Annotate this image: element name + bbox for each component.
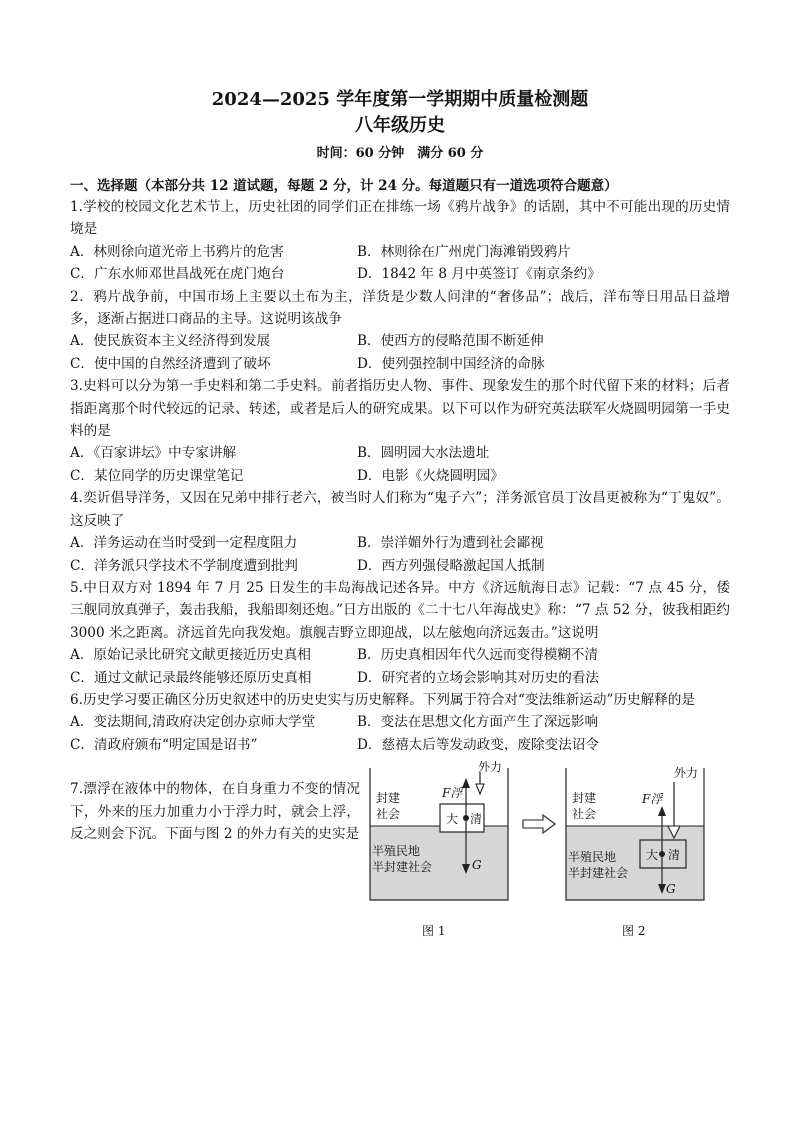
- option-grid: [70, 532, 730, 577]
- buoyancy-arrowhead: [462, 778, 470, 788]
- question-4: [70, 487, 730, 577]
- question-stem: 6.历史学习要正确区分历史叙述中的历史史实与历史解释。下列属于符合对“变法维新运动”历史解释的是: [70, 691, 695, 708]
- option-d: D．电影《火烧圆明园》: [357, 467, 504, 484]
- option-grid: [70, 442, 730, 487]
- option-c: C．清政府颁布“明定国是诏书”: [70, 736, 258, 753]
- center-dot: [463, 815, 469, 821]
- buoyancy-arrowhead: [658, 806, 666, 816]
- exam-time: 时间：60 分钟 满分 60 分: [316, 146, 484, 161]
- external-force-arrowhead: [476, 784, 484, 794]
- option-d: D．西方列强侵略激起国人抵制: [357, 557, 545, 574]
- question-stem: 7.漂浮在液体中的物体，在自身重力不变的情况下，外来的压力加重力小于浮力时，就会上浮，反之则会下沉。下面与图 2 的外力有关的史实是: [70, 781, 360, 842]
- label-semi-colonial: 半殖民地: [568, 850, 617, 865]
- transition-arrow-shape: [523, 815, 555, 833]
- question-1: [70, 196, 730, 286]
- center-dot: [659, 851, 665, 857]
- option-b: B．历史真相因年代久远而变得模糊不清: [357, 647, 599, 664]
- label-external-force: 外力: [478, 760, 503, 775]
- option-a: A．洋务运动在当时受到一定程度阻力: [70, 535, 298, 552]
- transition-arrow: [522, 814, 556, 834]
- exam-title: 2024—2025 学年度第一学期期中质量检测题: [211, 89, 589, 110]
- question-stem: 1.学校的校园文化艺术节上，历史社团的同学们正在排练一场《鸦片战争》的话剧，其中不可能出现的历史情境是: [70, 199, 730, 238]
- exam-subtitle: 八年级历史: [355, 115, 445, 136]
- option-c: C．广东水师邓世昌战死在虎门炮台: [70, 266, 285, 283]
- label-semi-feudal: 半封建社会: [372, 860, 433, 875]
- option-grid: [70, 644, 730, 689]
- option-a: A．变法期间,清政府决定创办京师大学堂: [70, 714, 316, 731]
- question-3: [70, 375, 730, 487]
- option-grid: [70, 330, 730, 375]
- label-buoyancy: F浮: [442, 786, 463, 801]
- figure-2: [562, 764, 712, 939]
- box-label-da: 大: [446, 812, 459, 827]
- label-semi-feudal: 半封建社会: [568, 866, 629, 881]
- option-d: D．研究者的立场会影响其对历史的看法: [357, 669, 599, 686]
- figure-1-diagram: [366, 764, 516, 904]
- option-c: C．洋务派只学技术不学制度遭到批判: [70, 557, 298, 574]
- option-d: D．使列强控制中国经济的命脉: [357, 355, 545, 372]
- option-b: B．林则徐在广州虎门海滩销毁鸦片: [357, 243, 571, 260]
- option-b: B．使西方的侵略范围不断延伸: [357, 333, 544, 350]
- label-external-force: 外力: [674, 766, 699, 781]
- option-a: A．《百家讲坛》中专家讲解: [70, 445, 237, 462]
- label-feudal: 封建社会: [376, 791, 401, 822]
- label-buoyancy: F浮: [642, 792, 663, 807]
- exam-page: [70, 88, 730, 944]
- section-heading: 一、选择题（本部分共 12 道试题，每题 2 分，计 24 分。每道题只有一道选项符合题意）: [70, 178, 618, 194]
- label-semi-colonial: 半殖民地: [372, 844, 421, 859]
- option-b: B．变法在思想文化方面产生了深远影响: [357, 714, 599, 731]
- question-stem: 3.史料可以分为第一手史料和第二手史料。前者指历史人物、事件、现象发生的那个时代留下来的材料；后者指距离那个时代较远的记录、转述，或者是后人的研究成果。以下可以作为研究英法联军火烧圆明园第一手史料的是: [70, 378, 730, 440]
- question-stem: 2．鸦片战争前，中国市场上主要以土布为主，洋货是少数人问津的“奢侈品”；战后，洋布等日用品日益增多，逐渐占据进口商品的主导。这说明该战争: [70, 288, 730, 328]
- label-gravity: G: [666, 882, 676, 897]
- option-grid: [70, 241, 730, 286]
- label-feudal: 封建社会: [572, 791, 597, 822]
- option-d: D．1842 年 8 月中英签订《南京条约》: [357, 266, 601, 283]
- option-c: C．使中国的自然经济遭到了破坏: [70, 355, 271, 372]
- label-gravity: G: [472, 858, 482, 873]
- question-7: [70, 760, 730, 944]
- option-d: D．慈禧太后等发动政变，废除变法诏令: [357, 736, 599, 753]
- option-b: B．崇洋媚外行为遭到社会鄙视: [357, 535, 544, 552]
- option-b: B．圆明园大水法遗址: [357, 445, 490, 462]
- box-label-qing: 清: [470, 812, 483, 827]
- figure-2-caption: 图 2: [622, 924, 646, 939]
- box-label-qing: 清: [668, 848, 681, 863]
- option-c: C．某位同学的历史课堂笔记: [70, 467, 244, 484]
- figure-2-diagram: [562, 764, 712, 904]
- question-2: [70, 286, 730, 376]
- question-list: [70, 196, 730, 756]
- question-stem: 4.奕䜣倡导洋务，又因在兄弟中排行老六，被当时人们称为“鬼子六”；洋务派官员丁汝昌更被称为“丁鬼奴”。这反映了: [70, 490, 730, 529]
- question-stem: 5.中日双方对 1894 年 7 月 25 日发生的丰岛海战记述各异。中方《济远航海日志》记载：“7 点 45 分，倭三舰同放真弹子，轰击我船，我船即刻还炮。”日方出版的《二十七八年海战史》称：“7 点 52 分，彼我相距约 3000 米之距离。济远首先向我发炮。旗舰吉野立即迎战，以左舷炮向济远轰击。”这说明: [70, 579, 730, 641]
- figure-1-caption: 图 1: [422, 924, 446, 939]
- figure-1: [366, 760, 516, 939]
- option-a: A．林则徐向道光帝上书鸦片的危害: [70, 243, 284, 260]
- question-6: [70, 689, 730, 756]
- question-5: [70, 577, 730, 689]
- option-grid: [70, 711, 730, 756]
- box-label-da: 大: [646, 848, 659, 863]
- option-c: C．通过文献记录最终能够还原历史真相: [70, 669, 312, 686]
- option-a: A．原始记录比研究文献更接近历史真相: [70, 647, 311, 664]
- option-a: A．使民族资本主义经济得到发展: [70, 333, 271, 350]
